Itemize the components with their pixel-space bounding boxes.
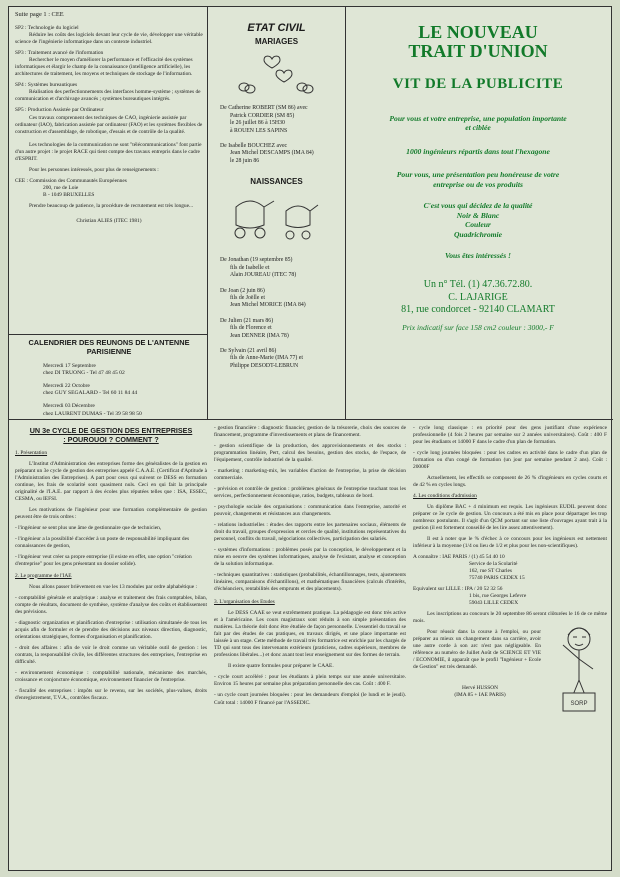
article-paragraph: Il existe quatre formules pour préparer le CAAE. — [228, 663, 334, 670]
article-list-item: - gestion financière : diagnostic financier, gestion de la trésorerie, choix des sources de financement, programme d'investissements et plans de financement. — [214, 425, 406, 439]
ad-option: Noir & Blanc — [456, 210, 500, 220]
naissance-line: De Joan (2 juin 86) — [220, 287, 265, 294]
column-divider — [345, 7, 346, 419]
ad-address: 81, rue condorcet - 92140 CLAMART — [401, 304, 555, 316]
article-column-1 — [15, 425, 207, 867]
naissance-line: De Julien (21 mars 86) — [220, 317, 274, 324]
cartoon-figure-icon — [545, 621, 607, 717]
baby-carriage-icon — [208, 193, 345, 253]
ad-line: C'est vous qui décidez de la qualité — [423, 201, 533, 211]
article-paragraph: - cycle court accéléré : pour les étudiants à plein temps sur une année universitaire. Environ 15 heures par semaine plus préparation personnelle des cas. Coût : 400 F. — [214, 674, 406, 688]
section-divider — [9, 334, 207, 335]
article-list-item: - droit des affaires : afin de voir le droit comme un véritable outil de gestion : les contrats, la responsabilité civile, les différentes structures des entreprises, l'entreprise en difficulté. — [15, 644, 207, 665]
mariage-line: le 26 juillet 86 à 15H30 — [230, 120, 285, 127]
etat-civil-column — [208, 7, 345, 419]
article-list-item: - systèmes d'informations : problèmes posés par la conception, le développement et la mise en oeuvre des systèmes informatiques, analyse de l'existant, analyse et conception de la solution informatique. — [214, 547, 406, 568]
article-contact-line: 59043 LILLE CEDEX — [469, 600, 519, 607]
cee-section — [15, 107, 203, 135]
cee-header: Suite page 1 : CEE — [15, 11, 64, 18]
article-column-3 — [413, 425, 607, 867]
article-section-title: 4. Les conditions d'admission — [413, 493, 477, 500]
cee-section-body: Ces travaux comprennent des techniques de CAO, ingénierie assistée par ordinateur (IAO), fabrication assistée par ordinateur (FAO) et les systèmes flexibles de construction et d'assemblage, de robotique, d'essais et de contrôle de la qualité. — [15, 114, 203, 135]
article-list-item: - relations industrielles : études des rapports entre les partenaires sociaux, éléments de droit du travail, groupes d'expression et cercles de qualité, institutions représentatives du personnel, conflits du travail, négociations collectives, participation des salariés. — [214, 522, 406, 543]
mariage-line: Jean Michel DESCAMPS (IMA 84) — [230, 150, 314, 157]
naissance-line: fils de Isabelle et — [230, 264, 270, 271]
cee-section-title: SP3 : Traitement avancé de l'information — [15, 50, 104, 57]
naissance-line: Philippe DESODT-LEBRUN — [230, 362, 299, 369]
cee-section-title: SP5 : Production Assistée par Ordinateur — [15, 107, 104, 114]
cee-section — [15, 25, 203, 46]
cee-section — [15, 50, 203, 78]
naissance-line: fils de Florence et — [230, 325, 272, 332]
article-author-info: (IMA 85 + IAE PARIS) — [454, 692, 506, 699]
section-divider — [9, 419, 613, 420]
article-list-item: - gestion scientifique de la production, des approvisionnements et des stocks : programmation linéaire, Pert, calcul des besoins, gestion des stocks, de l'espace, de l'équipement, contrôle industriel de la qualité. — [214, 443, 406, 464]
ad-option: Quadrichromie — [453, 229, 503, 239]
calendar-host: chez GUY SEGALARD - Tel 60 11 84 44 — [43, 390, 138, 397]
calendar-host: chez DI TRUONG - Tel 47 48 45 02 — [43, 369, 125, 376]
cartoon-box-label: SORP — [570, 701, 588, 708]
calendar-title: CALENDRIER DES REUNONS DE L'ANTENNE PARISIENNE — [28, 339, 190, 356]
mariage-line: à ROUEN LES SAPINS — [230, 127, 288, 134]
calendar-date: Mercredi 22 Octobre — [43, 383, 90, 390]
hearts-rings-icon — [208, 51, 345, 105]
ad-line: Pour vous et votre entreprise, une population importante et ciblée — [389, 113, 567, 133]
cee-address-line: 200, rue de Loie — [43, 184, 79, 191]
article-paragraph: Pour réussir dans la course à l'emploi, ou pour préparer au mieux un changement dans sa carrière, avoir une autre corde à son arc n'est pas négligeable. En référence au numéro de Juillet Août de SCIENCE ET VIE / ECONOMIE, il apparaît que le profil "Ingénieur + Ecole de Gestion" est très demandé. — [413, 629, 541, 671]
article-paragraph: Un diplôme BAC + 4 minimum est requis. Les ingénieurs EUDIL peuvent donc préparer ce 3e cycle de gestion. Un concours a été mis en place pour départager les trop nombreux postulants. Il s'agit d'un QCM portant sur une liste d'ouvrages ayant trait à la gestion (il est fortement conseillé de les lire assez attentivement). — [413, 504, 607, 532]
ad-headline: VIT DE LA PUBLICITE — [392, 75, 564, 92]
ad-title-line1: LE NOUVEAU — [418, 23, 538, 42]
naissances-title: NAISSANCES — [250, 177, 303, 187]
article-contact-line: Service de la Scolarité — [469, 561, 518, 568]
ad-contact: C. LAJARIGE — [448, 291, 508, 303]
article-paragraph: Les inscriptions au concours le 20 septembre 86 seront clôturées le 16 de ce même mois. — [413, 611, 607, 625]
ad-phone: Un n° Tél. (1) 47.36.72.80. — [423, 278, 533, 290]
article-title: UN 3e CYCLE DE GESTION DES ENTREPRISES : POUROUOI ? COMMENT ? — [29, 426, 193, 444]
cee-section-title: SP4 : Systèmes bureautiques — [15, 82, 78, 89]
ad-line: Vous êtes intéressés ! — [444, 251, 512, 261]
article-paragraph: - un cycle court journées bloquées : pour les demandeurs d'emploi (le lundi et le jeudi). Coût total : 14000 F financé par l'ASSEDIC. — [214, 692, 406, 706]
cee-address-line: B - 1049 BRUXELLES — [43, 191, 95, 198]
ad-line: 1000 ingénieurs répartis dans tout l'hexagone — [406, 146, 550, 156]
cee-section-body: Réalisation des perfectionnements des interfaces homme-système ; systèmes de communication et d'archivage avancés ; systèmes bureautiques intégrés. — [15, 89, 201, 103]
article-paragraph: Il est à noter que le % d'échec à ce concours pour les ingénieurs est nettement inférieur à la moyenne (1/4 ou lieu de 1/2 et plus pour les non-scientifiques). — [413, 536, 607, 550]
naissance-line: De Jonathan (19 septembre 85) — [220, 257, 293, 264]
article-paragraph: - l'ingénieur a la possibilité d'accéder à un poste de responsabilité impliquant des connaissances de gestion, — [15, 536, 190, 550]
article-section-title: 3. L'organisation des Etudes — [214, 599, 275, 606]
etat-civil-title: ETAT CIVIL — [247, 22, 306, 34]
ad-price: Prix indicatif sur face 158 cm2 couleur : 3000,- F — [402, 323, 554, 333]
cee-address-line: CEE : Commission des Communautés Européennes — [15, 177, 127, 184]
article-list-item: - comptabilité générale et analytique : analyse et traitement des frais comptables, bilan, compte de résultats, document de synthèse, système d'analyse des coûts et établissement des prévisions. — [15, 594, 207, 615]
naissance-line: fils de Anne-Marie (IMA 77) et — [230, 355, 303, 362]
article-paragraph: - cycle long journées bloquées : pour les cadres en activité dans le cadre d'un plan de formation ou d'un congé de formation (un jour par semaine pendant 2 ans). Coût : 20000F — [413, 450, 607, 471]
naissance-line: Jean Michel MORICE (IMA 84) — [230, 302, 306, 309]
article-paragraph: - cycle long classique : en priorité pour des gens justifiant d'une expérience professionnelle (4 fois 2 heures par semaine sur 2 années universitaires). Coût : 400 F pour les étudiants et 14000 F dans le cadre d'un plan de formation. — [413, 425, 607, 446]
calendar-date: Mercredi 17 Septembre — [43, 362, 96, 369]
article-paragraph: L'Institut d'Administration des entreprises forme des généralistes de la gestion en préparant un 3e cycle de gestion des entreprises appelé C.A.A.E. (Certificat d'Aptitude à l'Administration des Entreprises). A part pour ceux qui suivent ce DESS en formation continue, les frais de scolarité sont quasiment nuls. Ceci en qui fait la principale originalité de l'I.A.E. par rapport à des écoles plus réputées telles que : ISA, ESSEC, CESMA, ou IEFSI. — [15, 461, 207, 503]
article-list-item: - environnement économique : comptabilité nationale, mécanisme des marchés, croissance et conjoncture économique, environnement financier de l'entreprise. — [15, 669, 207, 683]
mariage-line: Patrick CORDIER (SM 85) — [230, 112, 295, 119]
article-list-item: - marketing : marketing-mix, les variables d'action de l'entreprise, la prise de décision commerciale. — [214, 468, 406, 482]
naissance-line: fils de Joëlle et — [230, 295, 265, 302]
cee-section-body: Réduire les coûts des logiciels devant leur cycle de vie, développer une véritable science de l'ingénierie informatique dans un contexte industriel. — [15, 32, 203, 46]
mariages-title: MARIAGES — [254, 37, 299, 47]
calendar-host: chez LAURENT DUMAS - Tel 39 58 98 50 — [43, 410, 142, 417]
naissance-line: Alain JOUREAU (ITEC 78) — [230, 272, 297, 279]
cee-section — [15, 82, 203, 103]
cee-signature: Christian ALIES (ITEC 1981) — [76, 217, 142, 224]
article-paragraph: Le DESS CAAE se veut extrêmement pratique. La pédagogie est donc très active et à l'américaine. Les cours magistraux sont réduits à son simple présentation des matières. La théorie doit donc être étudiée de façon personnelle. L'essentiel du travail se fait par des études de cas pratiques, en travaux dirigés, et une place importante est laissée à un stage. Cette méthode de travail très formatrice est enrichie par les chargés de TD qui sont tous des intervenants extérieurs (praticiens, cadres supérieurs, membres de professions libérales...) et donc axant tout leur enseignement sur des formes de terrain. — [214, 610, 406, 659]
article-list-item: - prévision et contrôle de gestion : problèmes généraux de l'entreprise touchant tous les services, perfectionnement économique, ratios, budgets, tableaux de bord. — [214, 486, 406, 500]
article-list-item: - fiscalité des entreprises : impôts sur le revenu, sur les sociétés, plus-values, droits d'enregistrement, T.V.A., contrôles fiscaux. — [15, 687, 207, 701]
cee-paragraph: Prendre beaucoup de patience, la procédure de recrutement est très longue... — [29, 202, 194, 209]
article-author: Hervé HUSSON — [461, 685, 499, 692]
article-list-item: - diagnostic organization et planification d'entreprise : utilisation simultanée de tous les acquis afin de formuler et de prendre des décisions aux niveaux direction, diagnostic, orientations stratégiques, formes d'organisation et planification. — [15, 619, 207, 640]
article-paragraph: Nous allons passer brièvement en vue les 13 modules par ordre alphabétique : — [29, 583, 197, 590]
article-list-item: - psychologie sociale des organisations : communication dans l'entreprise, autorité et pouvoir, changements et résistances aux changements. — [214, 504, 406, 518]
article-column-2 — [214, 425, 406, 867]
article-contact-line: 1 bis, rue Georges Lefevre — [469, 593, 527, 600]
article-list-item: - techniques quantitatives : statistiques (probabilités, échantillonnages, tests, ajustements linéaires, comparaisons d'échantillons), et mathématiques financières (calculs d'intérêts, d'échéanciers, rentabilités des emprunts et des placements). — [214, 572, 406, 593]
cee-section-body: Rechercher le moyen d'améliorer la performance et l'efficacité des systèmes informatiques et élargir le champ de la connaissance (intelligence artificielle), les architectures de traitement, les moyens et techniques de stockage de l'information. — [15, 57, 193, 78]
advertisement — [349, 23, 607, 413]
calendar-date: Mercredi 03 Décembre — [43, 403, 95, 410]
article-section-title: 1. Présentation — [15, 450, 48, 457]
article-contact-line: Equivalent sur LILLE : IPA / 20 52 32 56 — [413, 586, 503, 593]
ad-option: Couleur — [465, 220, 491, 230]
article-contact-line: 75740 PARIS CEDEX 15 — [469, 575, 525, 582]
article-paragraph: Les motivations de l'ingénieur pour une formation complémentaire de gestion peuvent être de trois ordres : — [15, 507, 207, 521]
cee-paragraph: Les technologies de la communication ne sont "télécommunications" font partie d'un autre projet : le projet RACE qui tient compte des travaux entrepris dans le cadre d'ESPRIT. — [15, 141, 202, 162]
article-contact-line: 162, rue ST Charles — [469, 568, 513, 575]
article-paragraph: - l'ingénieur se sent plus une âme de gestionnaire que de technicien, — [15, 525, 162, 532]
article-contact-line: A connaître : IAE PARIS / (1) 45 54 40 10 — [413, 554, 505, 561]
article-paragraph: - l'ingénieur veut créer sa propre entreprise (il existe en effet, une option "création d'entreprise" pour les gens présentant un dossier solide). — [15, 554, 192, 568]
newsletter-page — [8, 6, 612, 871]
cee-paragraph: Pour les personnes intéressés, pour plus de renseignements : — [29, 166, 159, 173]
naissance-line: De Sylvain (21 avril 86) — [220, 348, 277, 355]
article-paragraph: Actuellement, les effectifs se composent de 26 % d'ingénieurs en cycles courts et de 42 % en cycles longs. — [413, 475, 607, 489]
mariage-line: De Isabelle BOUCHEZ avec — [220, 142, 288, 149]
article-section-title: 2. Le programme de l'IAE — [15, 572, 72, 579]
ad-title-line2: TRAIT D'UNION — [408, 40, 548, 61]
cee-article — [15, 11, 203, 331]
cee-section-title: SP2 : Technologie du logiciel — [15, 25, 79, 32]
calendar-box — [15, 339, 203, 417]
naissance-line: Jean DENNER (IMA 78) — [230, 332, 289, 339]
mariage-line: le 28 juin 86 — [230, 157, 260, 164]
mariage-line: De Catherine ROBERT (SM 86) avec — [220, 105, 308, 112]
ad-line: Pour vous, une présentation peu honéreuse de votre entreprise ou de vos produits — [396, 170, 560, 189]
